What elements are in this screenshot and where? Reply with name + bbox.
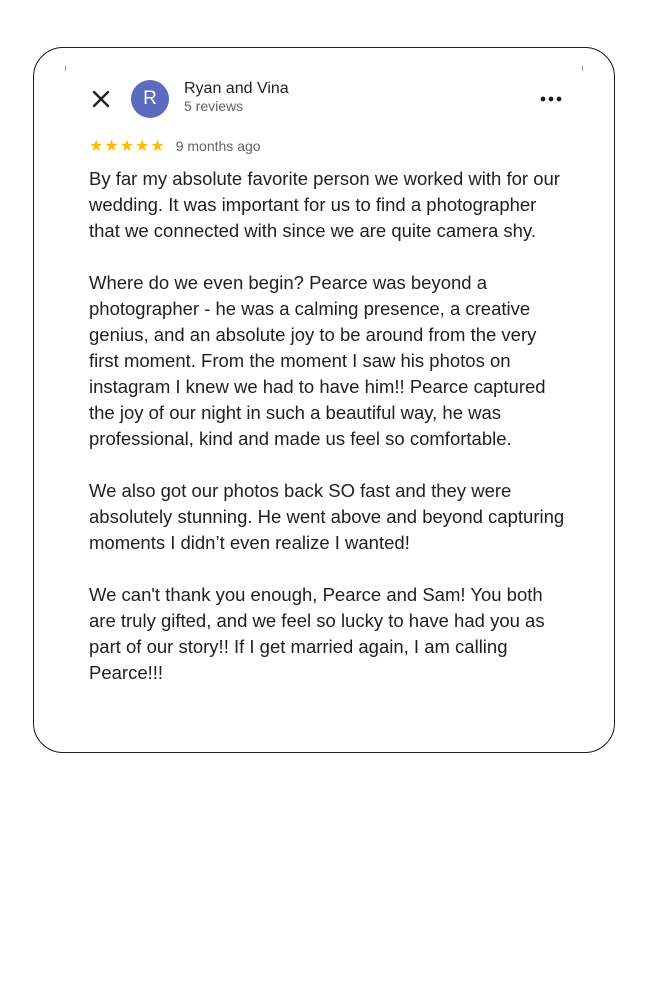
close-button[interactable] (89, 87, 113, 111)
review-paragraph: We can't thank you enough, Pearce and Sam! You both are truly gifted, and we feel so lucky to have had you as part of our story!! If I get married again, I am calling Pearce!!! (89, 584, 545, 683)
star-icon: ★ (135, 136, 150, 155)
more-horizontal-icon (538, 87, 564, 111)
review-paragraph: We also got our photos back SO fast and they were absolutely stunning. He went above and beyond capturing moments I didn’t even realize I wanted! (89, 480, 565, 553)
corner-mark (582, 66, 583, 71)
more-options-button[interactable] (538, 87, 564, 111)
review-header (89, 79, 564, 119)
avatar[interactable]: R (131, 80, 169, 118)
review-card (33, 47, 615, 753)
corner-mark (65, 66, 66, 71)
star-icon: ★ (150, 136, 165, 155)
star-icon: ★ (104, 136, 119, 155)
review-date: 9 months ago (175, 138, 261, 154)
reviewer-name[interactable]: Ryan and Vina (184, 80, 289, 97)
rating-row (89, 136, 261, 156)
star-rating (89, 136, 165, 156)
reviewer-review-count: 5 reviews (184, 98, 244, 114)
review-paragraph: Where do we even begin? Pearce was beyond a photographer - he was a calming presence, a creative genius, and an absolute joy to be around from the very first moment. From the moment I saw his photos on instagram I knew we had to have him!! Pearce captured the joy of our night in such a beautiful way, he was professional, kind and made us feel so comfortable. (89, 272, 546, 449)
review-text (89, 166, 569, 686)
review-paragraph: By far my absolute favorite person we worked with for our wedding. It was important for us to find a photographer that we connected with since we are quite camera shy. (89, 168, 560, 241)
star-icon: ★ (119, 136, 135, 155)
star-icon: ★ (89, 136, 104, 155)
close-icon (89, 87, 113, 111)
reviewer-info (184, 80, 289, 115)
